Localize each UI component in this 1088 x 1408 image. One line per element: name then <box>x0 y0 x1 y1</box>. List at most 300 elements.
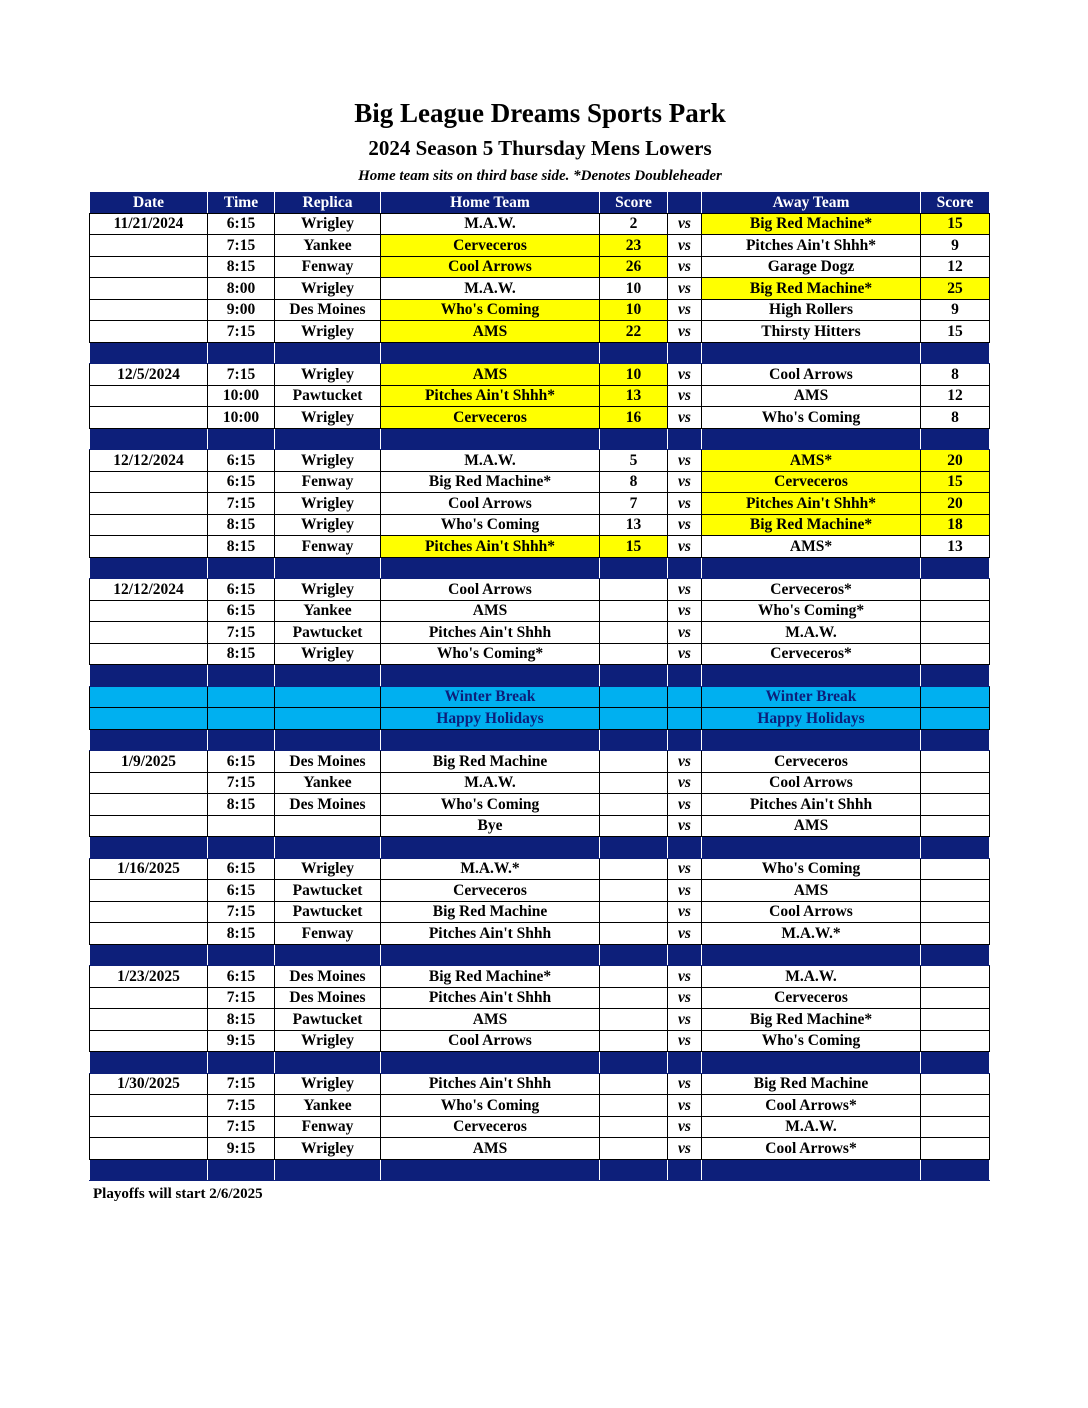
separator-cell <box>702 1159 921 1181</box>
home-score <box>600 751 668 773</box>
separator-cell <box>702 729 921 751</box>
away-score <box>921 579 990 601</box>
game-time: 8:15 <box>208 1009 275 1031</box>
away-team: AMS <box>702 385 921 407</box>
separator-cell <box>208 428 275 450</box>
game-replica: Yankee <box>275 1095 381 1117</box>
vs-label: vs <box>668 987 702 1009</box>
away-team: Cool Arrows <box>702 901 921 923</box>
separator-cell <box>381 557 600 579</box>
winter-empty-cell <box>668 708 702 730</box>
away-team: Big Red Machine <box>702 1073 921 1095</box>
game-row <box>90 213 990 235</box>
away-team: High Rollers <box>702 299 921 321</box>
away-team: Pitches Ain't Shhh* <box>702 235 921 257</box>
home-score <box>600 579 668 601</box>
game-row <box>90 299 990 321</box>
home-team: Cool Arrows <box>381 1030 600 1052</box>
game-replica: Pawtucket <box>275 1009 381 1031</box>
week-separator-row <box>90 342 990 364</box>
game-row <box>90 536 990 558</box>
home-team: Who's Coming <box>381 1095 600 1117</box>
separator-cell <box>208 837 275 859</box>
home-score <box>600 880 668 902</box>
away-score: 18 <box>921 514 990 536</box>
game-time: 7:15 <box>208 772 275 794</box>
separator-cell <box>668 837 702 859</box>
home-score: 10 <box>600 364 668 386</box>
winter-empty-cell <box>600 708 668 730</box>
header-away-score: Score <box>921 192 990 214</box>
home-team: Cerveceros <box>381 880 600 902</box>
home-team: Who's Coming <box>381 794 600 816</box>
home-score: 2 <box>600 213 668 235</box>
page-subtitle: 2024 Season 5 Thursday Mens Lowers <box>368 136 712 160</box>
home-team: Pitches Ain't Shhh <box>381 1073 600 1095</box>
away-team: Who's Coming <box>702 1030 921 1052</box>
winter-home-cell: Happy Holidays <box>381 708 600 730</box>
game-replica: Wrigley <box>275 1030 381 1052</box>
separator-cell <box>600 729 668 751</box>
game-time: 9:15 <box>208 1138 275 1160</box>
game-time: 6:15 <box>208 213 275 235</box>
away-team: Pitches Ain't Shhh* <box>702 493 921 515</box>
vs-label: vs <box>668 493 702 515</box>
game-date <box>90 987 208 1009</box>
away-team: AMS <box>702 880 921 902</box>
away-score <box>921 600 990 622</box>
game-row <box>90 901 990 923</box>
away-team: M.A.W. <box>702 1116 921 1138</box>
week-separator-row <box>90 428 990 450</box>
away-score <box>921 1116 990 1138</box>
game-date <box>90 923 208 945</box>
separator-cell <box>90 944 208 966</box>
vs-label: vs <box>668 772 702 794</box>
home-score: 5 <box>600 450 668 472</box>
winter-empty-cell <box>275 686 381 708</box>
away-team: Cerveceros <box>702 987 921 1009</box>
separator-cell <box>208 557 275 579</box>
game-row <box>90 493 990 515</box>
game-date: 1/23/2025 <box>90 966 208 988</box>
away-score <box>921 1009 990 1031</box>
header-date: Date <box>90 192 208 214</box>
home-team: M.A.W. <box>381 213 600 235</box>
vs-label: vs <box>668 1030 702 1052</box>
separator-cell <box>208 342 275 364</box>
away-team: AMS <box>702 815 921 837</box>
separator-cell <box>921 557 990 579</box>
away-team: Cool Arrows <box>702 772 921 794</box>
away-score: 20 <box>921 493 990 515</box>
home-team: Big Red Machine* <box>381 966 600 988</box>
game-row <box>90 1030 990 1052</box>
game-time: 7:15 <box>208 1095 275 1117</box>
home-team: Who's Coming <box>381 299 600 321</box>
away-team: Big Red Machine* <box>702 514 921 536</box>
home-team: Big Red Machine <box>381 751 600 773</box>
game-row <box>90 1095 990 1117</box>
vs-label: vs <box>668 299 702 321</box>
vs-label: vs <box>668 407 702 429</box>
separator-cell <box>275 1159 381 1181</box>
game-time: 8:15 <box>208 643 275 665</box>
schedule-body <box>90 213 990 1181</box>
away-team: Who's Coming <box>702 407 921 429</box>
game-date <box>90 471 208 493</box>
away-team: Cool Arrows* <box>702 1095 921 1117</box>
vs-label: vs <box>668 1095 702 1117</box>
away-score <box>921 622 990 644</box>
week-separator-row <box>90 665 990 687</box>
away-score: 25 <box>921 278 990 300</box>
vs-label: vs <box>668 600 702 622</box>
separator-cell <box>921 729 990 751</box>
home-team: Who's Coming* <box>381 643 600 665</box>
away-score: 15 <box>921 471 990 493</box>
home-score <box>600 772 668 794</box>
separator-cell <box>668 557 702 579</box>
game-row <box>90 1009 990 1031</box>
away-team: Cerveceros <box>702 471 921 493</box>
separator-cell <box>921 1052 990 1074</box>
game-replica: Fenway <box>275 536 381 558</box>
game-row <box>90 966 990 988</box>
away-score <box>921 1138 990 1160</box>
game-row <box>90 794 990 816</box>
separator-cell <box>208 944 275 966</box>
separator-cell <box>275 1052 381 1074</box>
away-score <box>921 772 990 794</box>
separator-cell <box>702 837 921 859</box>
game-replica: Wrigley <box>275 1138 381 1160</box>
vs-label: vs <box>668 278 702 300</box>
home-team: Pitches Ain't Shhh <box>381 622 600 644</box>
away-score <box>921 858 990 880</box>
vs-label: vs <box>668 256 702 278</box>
separator-cell <box>275 729 381 751</box>
game-row <box>90 364 990 386</box>
separator-cell <box>90 342 208 364</box>
game-time: 8:15 <box>208 923 275 945</box>
separator-cell <box>600 557 668 579</box>
header-home-team: Home Team <box>381 192 600 214</box>
winter-empty-cell <box>208 686 275 708</box>
separator-cell <box>921 342 990 364</box>
game-date: 1/16/2025 <box>90 858 208 880</box>
away-score <box>921 794 990 816</box>
game-date <box>90 1095 208 1117</box>
home-score <box>600 923 668 945</box>
home-score: 13 <box>600 385 668 407</box>
separator-cell <box>275 428 381 450</box>
game-date <box>90 321 208 343</box>
winter-home-cell: Winter Break <box>381 686 600 708</box>
away-score: 8 <box>921 407 990 429</box>
away-team: AMS* <box>702 536 921 558</box>
separator-cell <box>275 557 381 579</box>
away-team: Big Red Machine* <box>702 213 921 235</box>
away-score: 8 <box>921 364 990 386</box>
separator-cell <box>921 1159 990 1181</box>
separator-cell <box>275 342 381 364</box>
vs-label: vs <box>668 643 702 665</box>
home-score: 13 <box>600 514 668 536</box>
game-date: 12/12/2024 <box>90 450 208 472</box>
game-date <box>90 1116 208 1138</box>
separator-cell <box>668 665 702 687</box>
home-score: 8 <box>600 471 668 493</box>
away-team: Garage Dogz <box>702 256 921 278</box>
game-row <box>90 579 990 601</box>
home-score <box>600 987 668 1009</box>
away-team: M.A.W. <box>702 966 921 988</box>
game-time: 7:15 <box>208 493 275 515</box>
separator-cell <box>90 665 208 687</box>
away-score <box>921 987 990 1009</box>
game-row <box>90 407 990 429</box>
separator-cell <box>668 729 702 751</box>
game-date <box>90 407 208 429</box>
separator-cell <box>381 729 600 751</box>
schedule-table <box>89 191 990 1181</box>
game-date <box>90 385 208 407</box>
winter-away-cell: Winter Break <box>702 686 921 708</box>
vs-label: vs <box>668 923 702 945</box>
winter-empty-cell <box>600 686 668 708</box>
game-time <box>208 815 275 837</box>
game-row <box>90 235 990 257</box>
home-team: M.A.W. <box>381 450 600 472</box>
game-date <box>90 1030 208 1052</box>
game-time: 7:15 <box>208 622 275 644</box>
separator-cell <box>381 1159 600 1181</box>
away-score: 9 <box>921 235 990 257</box>
header-replica: Replica <box>275 192 381 214</box>
vs-label: vs <box>668 364 702 386</box>
away-team: Thirsty Hitters <box>702 321 921 343</box>
home-team: Cerveceros <box>381 235 600 257</box>
vs-label: vs <box>668 1138 702 1160</box>
game-date <box>90 514 208 536</box>
header-row <box>90 192 990 214</box>
away-score <box>921 1095 990 1117</box>
separator-cell <box>702 665 921 687</box>
game-date <box>90 622 208 644</box>
game-replica: Yankee <box>275 772 381 794</box>
home-score <box>600 815 668 837</box>
game-date <box>90 1138 208 1160</box>
home-score: 22 <box>600 321 668 343</box>
game-time: 9:00 <box>208 299 275 321</box>
separator-cell <box>600 1159 668 1181</box>
separator-cell <box>668 944 702 966</box>
game-time: 7:15 <box>208 987 275 1009</box>
home-score: 26 <box>600 256 668 278</box>
game-date: 12/5/2024 <box>90 364 208 386</box>
home-score: 16 <box>600 407 668 429</box>
game-time: 7:15 <box>208 321 275 343</box>
home-score <box>600 1009 668 1031</box>
vs-label: vs <box>668 385 702 407</box>
winter-empty-cell <box>921 708 990 730</box>
home-team: AMS <box>381 321 600 343</box>
game-time: 8:15 <box>208 256 275 278</box>
game-replica: Wrigley <box>275 450 381 472</box>
home-score: 10 <box>600 299 668 321</box>
game-replica: Des Moines <box>275 987 381 1009</box>
winter-break-row <box>90 686 990 708</box>
game-replica: Pawtucket <box>275 901 381 923</box>
game-replica: Wrigley <box>275 514 381 536</box>
separator-cell <box>600 944 668 966</box>
game-date <box>90 493 208 515</box>
game-date <box>90 299 208 321</box>
playoffs-note: Playoffs will start 2/6/2025 <box>93 1186 263 1202</box>
game-replica: Wrigley <box>275 213 381 235</box>
vs-label: vs <box>668 794 702 816</box>
winter-empty-cell <box>921 686 990 708</box>
away-score: 15 <box>921 321 990 343</box>
separator-cell <box>600 837 668 859</box>
separator-cell <box>381 665 600 687</box>
separator-cell <box>90 837 208 859</box>
home-team: Pitches Ain't Shhh <box>381 987 600 1009</box>
separator-cell <box>600 665 668 687</box>
separator-cell <box>275 837 381 859</box>
game-replica: Fenway <box>275 256 381 278</box>
game-replica: Des Moines <box>275 751 381 773</box>
game-time: 6:15 <box>208 471 275 493</box>
vs-label: vs <box>668 815 702 837</box>
game-date <box>90 815 208 837</box>
game-date <box>90 643 208 665</box>
away-team: Cool Arrows <box>702 364 921 386</box>
game-row <box>90 1138 990 1160</box>
week-separator-row <box>90 557 990 579</box>
away-score: 13 <box>921 536 990 558</box>
game-date: 1/9/2025 <box>90 751 208 773</box>
separator-cell <box>702 944 921 966</box>
home-score: 23 <box>600 235 668 257</box>
home-team: AMS <box>381 364 600 386</box>
game-date <box>90 772 208 794</box>
separator-cell <box>668 1159 702 1181</box>
game-row <box>90 471 990 493</box>
vs-label: vs <box>668 235 702 257</box>
game-date: 12/12/2024 <box>90 579 208 601</box>
game-time: 10:00 <box>208 407 275 429</box>
separator-cell <box>208 729 275 751</box>
game-replica: Wrigley <box>275 579 381 601</box>
winter-away-cell: Happy Holidays <box>702 708 921 730</box>
game-time: 7:15 <box>208 1073 275 1095</box>
separator-cell <box>600 342 668 364</box>
winter-break-row <box>90 708 990 730</box>
home-team: Cool Arrows <box>381 256 600 278</box>
game-row <box>90 751 990 773</box>
separator-cell <box>90 1052 208 1074</box>
separator-cell <box>90 557 208 579</box>
home-team: Pitches Ain't Shhh* <box>381 536 600 558</box>
game-row <box>90 622 990 644</box>
game-date <box>90 901 208 923</box>
game-replica: Wrigley <box>275 364 381 386</box>
vs-label: vs <box>668 622 702 644</box>
vs-label: vs <box>668 579 702 601</box>
game-row <box>90 815 990 837</box>
header-time: Time <box>208 192 275 214</box>
home-team: AMS <box>381 1138 600 1160</box>
game-row <box>90 450 990 472</box>
home-score <box>600 622 668 644</box>
game-date <box>90 536 208 558</box>
away-team: Big Red Machine* <box>702 1009 921 1031</box>
week-separator-row <box>90 944 990 966</box>
schedule-note: Home team sits on third base side. *Denotes Doubleheader <box>358 168 722 184</box>
game-row <box>90 278 990 300</box>
game-replica: Yankee <box>275 600 381 622</box>
game-row <box>90 1116 990 1138</box>
game-replica: Yankee <box>275 235 381 257</box>
home-score <box>600 794 668 816</box>
game-time: 6:15 <box>208 450 275 472</box>
away-score <box>921 1030 990 1052</box>
separator-cell <box>381 944 600 966</box>
game-replica: Des Moines <box>275 794 381 816</box>
away-score <box>921 923 990 945</box>
game-row <box>90 880 990 902</box>
game-time: 7:15 <box>208 235 275 257</box>
away-team: Cerveceros* <box>702 579 921 601</box>
away-team: M.A.W.* <box>702 923 921 945</box>
game-time: 6:15 <box>208 751 275 773</box>
home-score: 7 <box>600 493 668 515</box>
separator-cell <box>702 557 921 579</box>
game-time: 6:15 <box>208 966 275 988</box>
away-team: Cerveceros <box>702 751 921 773</box>
game-row <box>90 256 990 278</box>
vs-label: vs <box>668 901 702 923</box>
game-replica: Fenway <box>275 923 381 945</box>
game-time: 7:15 <box>208 901 275 923</box>
away-score <box>921 1073 990 1095</box>
game-time: 9:15 <box>208 1030 275 1052</box>
away-score: 12 <box>921 256 990 278</box>
away-score: 9 <box>921 299 990 321</box>
winter-empty-cell <box>668 686 702 708</box>
away-team: Cerveceros* <box>702 643 921 665</box>
away-team: Who's Coming* <box>702 600 921 622</box>
game-replica: Wrigley <box>275 643 381 665</box>
home-team: M.A.W. <box>381 772 600 794</box>
separator-cell <box>208 1159 275 1181</box>
vs-label: vs <box>668 858 702 880</box>
game-replica: Pawtucket <box>275 622 381 644</box>
home-team: AMS <box>381 600 600 622</box>
away-score <box>921 751 990 773</box>
game-row <box>90 923 990 945</box>
winter-empty-cell <box>275 708 381 730</box>
separator-cell <box>668 428 702 450</box>
home-score <box>600 1116 668 1138</box>
game-time: 7:15 <box>208 1116 275 1138</box>
separator-cell <box>702 1052 921 1074</box>
header-home-score: Score <box>600 192 668 214</box>
separator-cell <box>275 665 381 687</box>
game-replica: Wrigley <box>275 407 381 429</box>
